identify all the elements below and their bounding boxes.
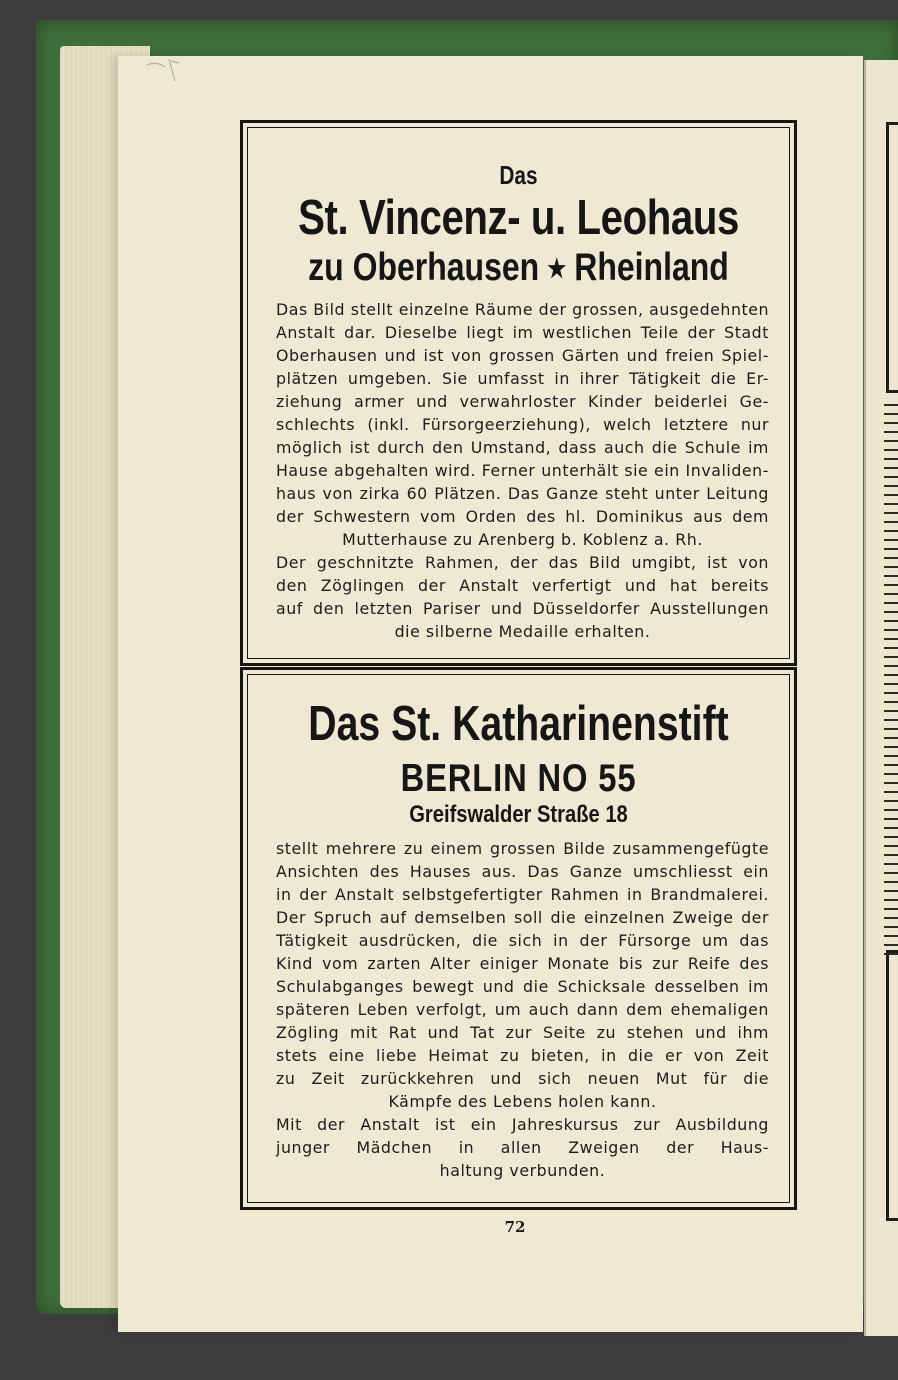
text-line: in der Anstalt selbstgefertigter Rahmen in Brandmalerei. xyxy=(276,885,769,904)
text-line: zu Zeit zurückkehren und sich neuen Mut für die xyxy=(276,1069,769,1088)
heading-title: St. Vincenz- u. Leohaus xyxy=(298,191,739,245)
heading-subtitle: zu Oberhausen ⭑ Rheinland xyxy=(308,246,729,289)
text-line: auf den letzten Pariser und Düsseldorfer Ausstellungen xyxy=(276,599,769,618)
text-line: Zögling mit Rat und Tat zur Seite zu stehen und ihm xyxy=(276,1023,769,1042)
adjacent-frame xyxy=(886,950,898,1221)
text-line: möglich ist durch den Umstand, dass auch die Schule im xyxy=(276,438,769,457)
heading-title: Das St. Katharinenstift xyxy=(308,697,729,751)
advert-box-inner xyxy=(247,127,790,659)
text-line: Anstalt dar. Dieselbe liegt im westlichen Teile der Stadt xyxy=(276,323,769,342)
pencil-mark-icon xyxy=(145,55,183,85)
advert-box-inner xyxy=(247,674,790,1203)
heading-small: Das xyxy=(499,160,538,190)
text-line: stellt mehrere zu einem grossen Bilde zusammengefügte xyxy=(276,839,769,858)
text-line: Hause abgehalten wird. Ferner unterhält sie ein Invaliden- xyxy=(276,461,769,480)
text-line: schlechts (inkl. Fürsorgeerziehung), welch letztere nur xyxy=(276,415,769,434)
advert-box-vincenz xyxy=(240,120,797,666)
text-line: Das Bild stellt einzelne Räume der grossen, ausgedehnten xyxy=(276,300,770,319)
heading-street: Greifswalder Straße 18 xyxy=(409,801,628,828)
page-number: 72 xyxy=(504,1218,526,1236)
text-line: Tätigkeit ausdrücken, die sich in der Fürsorge um das xyxy=(276,931,769,950)
text-line: junger Mädchen in allen Zweigen der Haus- xyxy=(276,1138,769,1157)
adjacent-frame xyxy=(886,122,898,393)
body-text xyxy=(276,837,769,1182)
text-line: haltung verbunden. xyxy=(439,1161,606,1180)
body-text xyxy=(276,298,769,643)
text-line: plätzen umgeben. Sie umfasst in ihrer Tätigkeit die Er- xyxy=(276,369,769,388)
text-line: Der geschnitzte Rahmen, der das Bild umgibt, ist von xyxy=(276,553,769,572)
text-line: den Zöglingen der Anstalt verfertigt und hat bereits xyxy=(276,576,769,595)
advert-box-katharinenstift xyxy=(240,667,797,1210)
text-line: stets eine liebe Heimat zu bieten, in die er von Zeit xyxy=(276,1046,769,1065)
text-line: Kind vom zarten Alter einiger Monate bis zur Reife des xyxy=(276,954,769,973)
heading-city: BERLIN NO 55 xyxy=(400,757,637,800)
adjacent-page xyxy=(864,60,898,1336)
text-line: haus von zirka 60 Plätzen. Das Ganze steht unter Leitung xyxy=(276,484,769,503)
text-line: Kämpfe des Lebens holen kann. xyxy=(388,1092,657,1111)
text-line: die silberne Medaille erhalten. xyxy=(394,622,651,641)
text-line: späteren Leben verfolgt, um auch dann dem ehemaligen xyxy=(276,1000,769,1019)
adjacent-chain-border xyxy=(884,400,898,960)
text-line: Oberhausen und ist von grossen Gärten und freien Spiel- xyxy=(276,346,769,365)
text-line: der Schwestern vom Orden des hl. Dominikus aus dem xyxy=(276,507,769,526)
text-line: Mit der Anstalt ist ein Jahreskursus zur Ausbildung xyxy=(276,1115,769,1134)
text-line: ziehung armer und verwahrloster Kinder beiderlei Ge- xyxy=(276,392,769,411)
text-line: Mutterhause zu Arenberg b. Koblenz a. Rh. xyxy=(342,530,703,549)
text-line: Ansichten des Hauses aus. Das Ganze umschliesst ein xyxy=(276,862,769,881)
text-line: Der Spruch auf demselben soll die einzelnen Zweige der xyxy=(276,908,769,927)
text-line: Schulabganges bewegt und die Schicksale desselben im xyxy=(276,977,769,996)
